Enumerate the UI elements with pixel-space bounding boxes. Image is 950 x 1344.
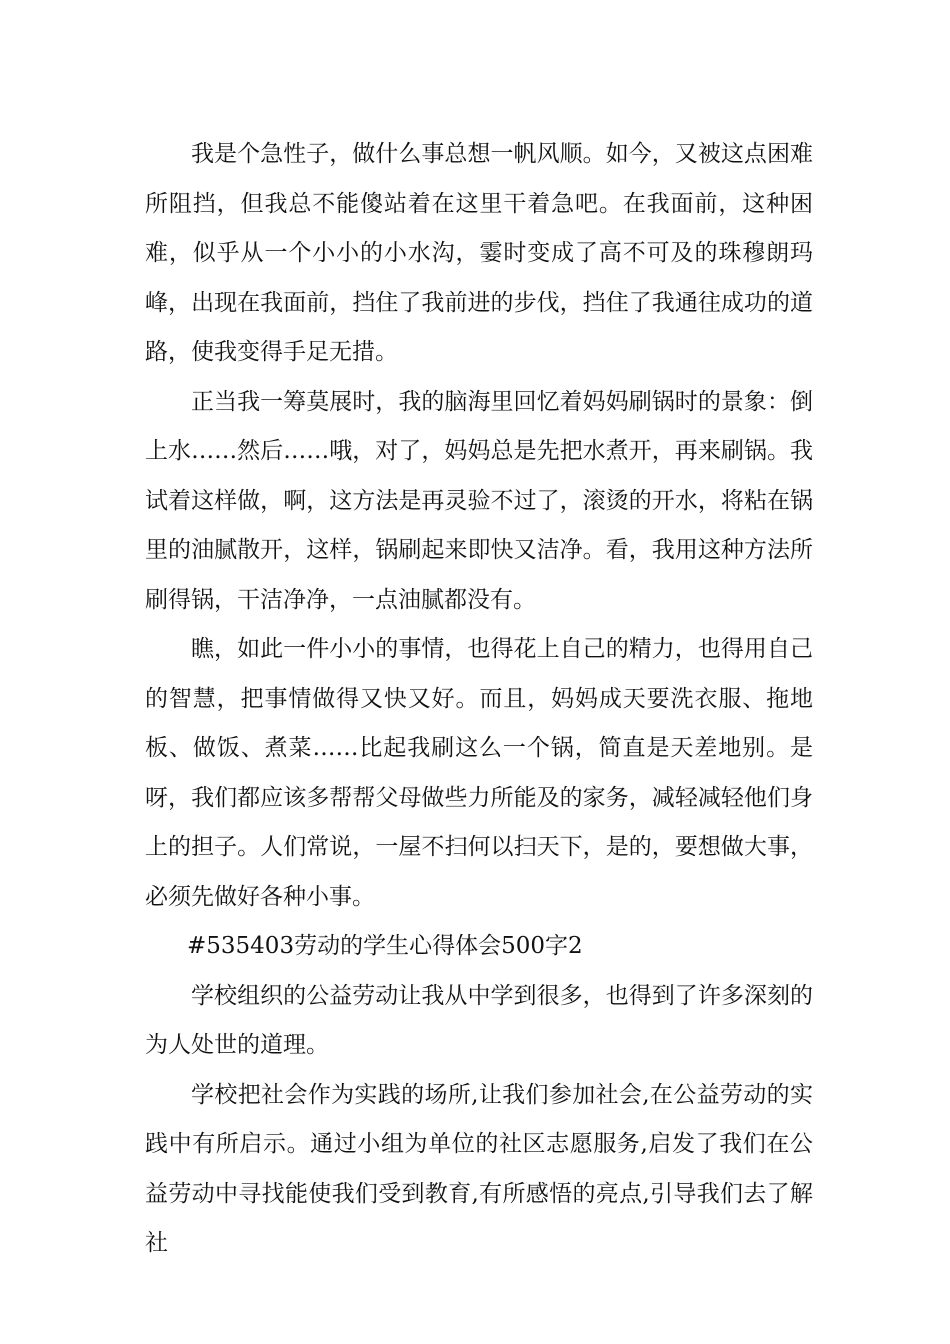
section-heading: #535403劳动的学生心得体会500字2 [187, 933, 583, 959]
paragraph-3: 瞧，如此一件小小的事情，也得花上自己的精力，也得用自己的智慧，把事情做得又快又好。而且，妈妈成天要洗衣服、拖地板、做饭、煮菜……比起我刷这么一个锅，简直是天差地别。是呀，我们都应该多帮帮父母做些力所能及的家务，减轻减轻他们身上的担子。人们常说，一屋不扫何以扫天下，是的，要想做大事，必须先做好各种小事。 [145, 636, 813, 910]
paragraph-5: 学校把社会作为实践的场所,让我们参加社会,在公益劳动的实践中有所启示。通过小组为单位的社区志愿服务,启发了我们在公益劳动中寻找能使我们受到教育,有所感悟的亮点,引导我们去了解社 [145, 1081, 813, 1256]
paragraph-4: 学校组织的公益劳动让我从中学到很多，也得到了许多深刻的为人处世的道理。 [145, 982, 813, 1058]
paragraph-1: 我是个急性子，做什么事总想一帆风顺。如今，又被这点困难所阻挡，但我总不能傻站着在这里干着急吧。在我面前，这种困难，似乎从一个小小的小水沟，霎时变成了高不可及的珠穆朗玛峰，出现在我面前，挡住了我前进的步伐，挡住了我通往成功的道路，使我变得手足无措。 [145, 141, 813, 365]
document-body [145, 130, 813, 1269]
paragraph-2: 正当我一筹莫展时，我的脑海里回忆着妈妈刷锅时的景象：倒上水……然后……哦，对了，妈妈总是先把水煮开，再来刷锅。我试着这样做，啊，这方法是再灵验不过了，滚烫的开水，将粘在锅里的油腻散开，这样，锅刷起来即快又洁净。看，我用这种方法所刷得锅，干洁净净，一点油腻都没有。 [145, 388, 813, 613]
